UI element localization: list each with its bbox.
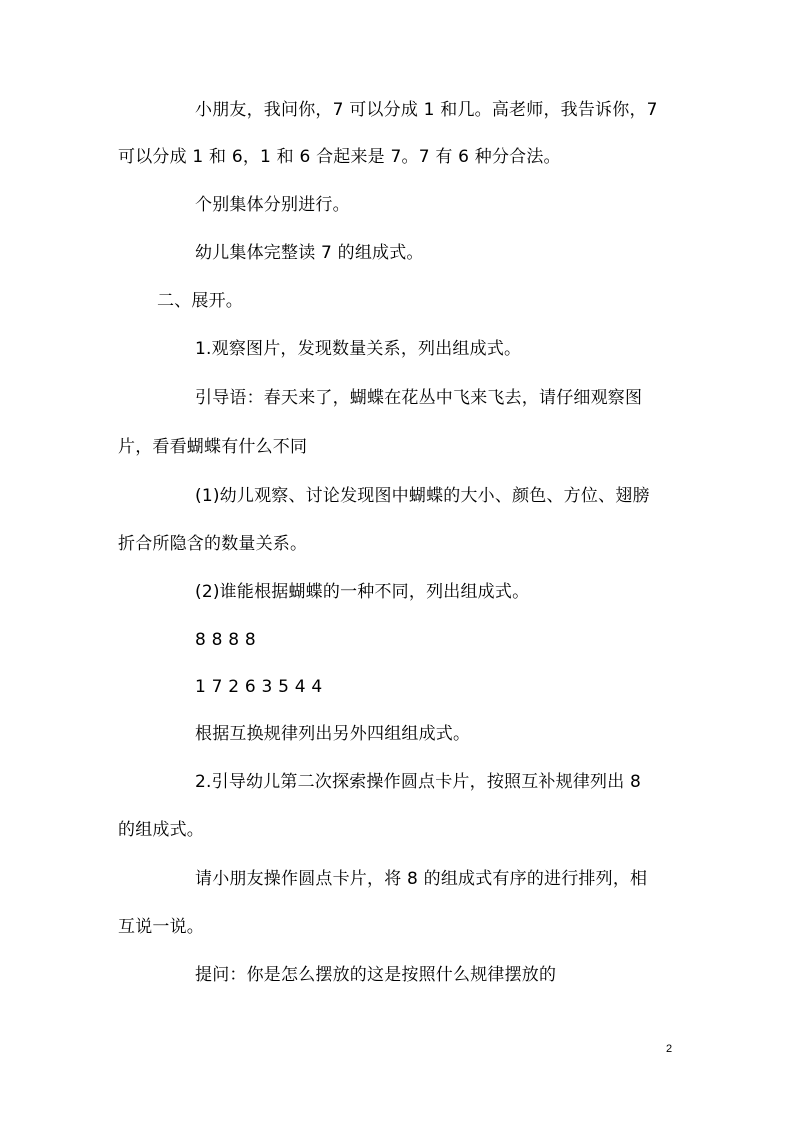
text-line-2: 可以分成 1 和 6，1 和 6 合起来是 7。7 有 6 种分合法。 [118,147,561,167]
text-line-4: 幼儿集体完整读 7 的组成式。 [195,243,424,263]
text-line-18: 互说一说。 [118,917,204,937]
text-line-6: 1.观察图片，发现数量关系，列出组成式。 [195,339,522,359]
number-row-1: 8 8 8 8 [195,630,256,650]
text-line-11: (2)谁能根据蝴蝶的一种不同，列出组成式。 [195,582,530,602]
text-line-3: 个别集体分别进行。 [195,195,350,215]
text-line-8: 片，看看蝴蝶有什么不同 [118,437,308,457]
text-line-14: 根据互换规律列出另外四组组成式。 [195,724,471,744]
text-line-9: (1)幼儿观察、讨论发现图中蝴蝶的大小、颜色、方位、翅膀 [195,486,650,506]
text-line-16: 的组成式。 [118,820,204,840]
text-line-15: 2.引导幼儿第二次探索操作圆点卡片，按照互补规律列出 8 [195,772,642,792]
text-line-1: 小朋友，我问你，7 可以分成 1 和几。高老师，我告诉你，7 [195,100,658,120]
page-number: 2 [666,1043,673,1055]
text-line-10: 折合所隐含的数量关系。 [118,534,308,554]
text-line-19: 提问：你是怎么摆放的这是按照什么规律摆放的 [195,965,557,985]
text-line-7: 引导语：春天来了，蝴蝶在花丛中飞来飞去，请仔细观察图 [195,388,643,408]
number-row-2: 1 7 2 6 3 5 4 4 [195,677,323,697]
section-heading: 二、展开。 [157,291,243,311]
text-line-17: 请小朋友操作圆点卡片，将 8 的组成式有序的进行排列，相 [195,869,648,889]
